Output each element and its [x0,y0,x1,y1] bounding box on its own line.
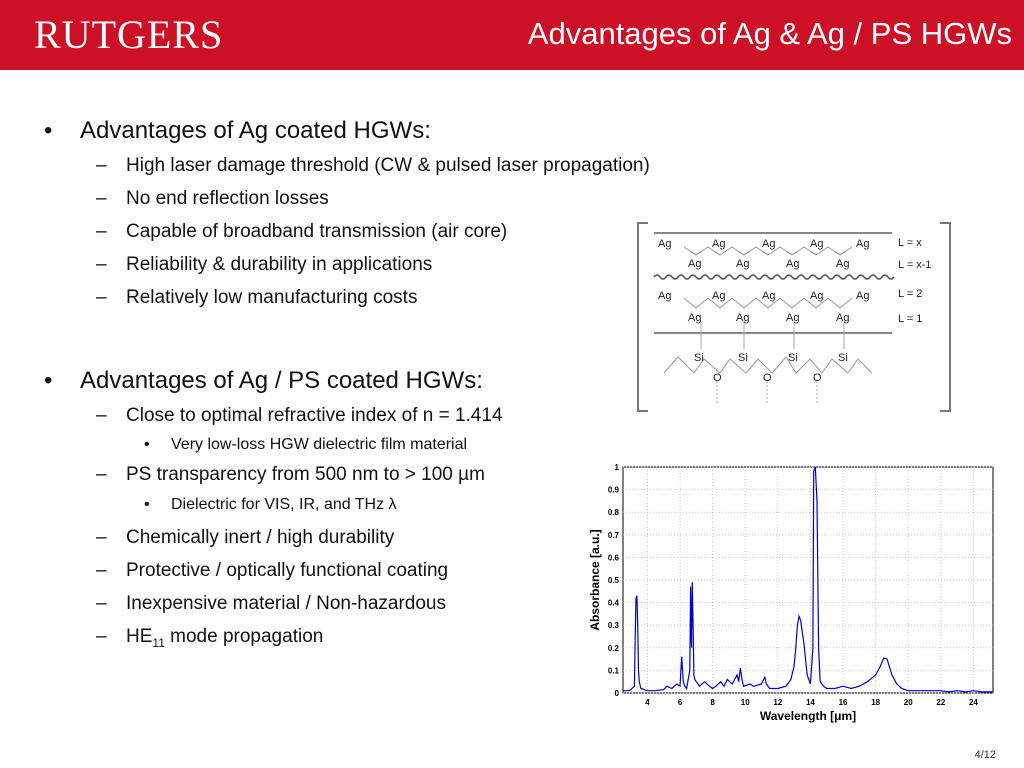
atom-label: Ag [762,238,776,250]
dash-mark: – [96,527,107,548]
dash-mark: – [96,155,107,176]
atom-label: O [763,372,772,384]
layer-label: L = 1 [898,313,923,325]
atom-label: Ag [856,290,870,302]
sub-sub-bullet-text: Dielectric for VIS, IR, and THz λ [171,496,397,513]
atom-label: Ag [856,238,870,250]
he-text: HE [126,626,153,647]
x-tick-label: 10 [740,698,750,707]
atom-label: O [813,372,822,384]
sub-bullet-text: No end reflection losses [126,188,329,209]
x-tick-label: 8 [710,698,715,707]
sub-bullet [96,254,433,276]
dash-mark: – [96,593,107,614]
sub-sub-bullet [144,496,397,514]
sub-sub-bullet-text: Very low-loss HGW dielectric film material [171,436,468,453]
atom-label: Si [694,352,704,364]
x-axis-label: Wavelength [μm] [759,709,857,723]
sub-bullet-text: Relatively low manufacturing costs [126,287,418,308]
dash-mark: – [96,254,107,275]
atom-label: Ag [688,258,702,270]
sub-bullet-text: Protective / optically functional coating [126,560,449,581]
dash-mark: – [96,464,107,485]
x-tick-label: 22 [936,698,946,707]
sub-bullet [96,155,650,177]
x-tick-label: 4 [645,698,650,707]
sub-bullet [96,593,447,615]
atom-label: Ag [712,290,726,302]
y-tick-label: 0.8 [607,508,619,518]
sub-bullet-text: Capable of broadband transmission (air core) [126,221,508,242]
absorbance-chart [585,462,1005,732]
sub-bullet [96,405,503,427]
atom-label: Ag [786,312,800,324]
x-tick-label: 14 [805,698,815,707]
layer-label: L = x [898,237,922,249]
sub-bullet [96,560,449,582]
atom-label: Ag [658,238,672,250]
dash-mark: – [96,560,107,581]
ag-ps-structure-diagram [636,221,952,413]
bullet-ag-heading [44,117,431,145]
sub-bullet-text: Inexpensive material / Non-hazardous [126,593,447,614]
sub-bullet [96,464,485,486]
bullet-text: Advantages of Ag coated HGWs: [80,117,431,144]
y-tick-label: 0.4 [607,598,619,608]
atom-label: Ag [658,290,672,302]
bullet-text: Advantages of Ag / PS coated HGWs: [80,367,483,394]
sub-bullet-text: PS transparency from 500 nm to > 100 µm [126,464,485,485]
y-tick-label: 0 [614,689,619,698]
atom-label: Ag [736,312,750,324]
sub-bullet-text: Chemically inert / high durability [126,527,395,548]
dash-mark: – [96,221,107,242]
x-tick-label: 6 [677,698,683,707]
bullet-mark: • [44,367,53,394]
y-tick-label: 0.2 [607,643,619,653]
x-tick-label: 18 [871,698,881,707]
bullet-mark: • [44,117,53,144]
sub-bullet-text: Reliability & durability in applications [126,254,433,275]
atom-label: Ag [836,258,850,270]
atom-label: O [713,372,722,384]
atom-label: Ag [810,238,824,250]
atom-labels [658,238,869,384]
atom-label: Si [788,352,798,364]
atom-label: Ag [762,290,776,302]
atom-label: Ag [810,290,824,302]
dash-mark: – [96,188,107,209]
layer-index-labels [898,237,932,325]
bullet-agps-heading [44,367,483,395]
wavy-separator [654,275,894,279]
bullet-mark: • [144,436,150,453]
x-tick-label: 12 [773,698,783,707]
atom-label: Si [838,352,848,364]
sub-sub-bullet [144,436,468,454]
y-tick-label: 0.6 [607,553,619,563]
y-tick-label: 0.7 [607,530,619,540]
sub-bullet [96,287,418,309]
sub-bullet [96,527,395,549]
atom-label: Ag [786,258,800,270]
bullet-mark: • [144,496,150,513]
layer-label: L = 2 [898,288,923,300]
sub-bullet-text: High laser damage threshold (CW & pulsed laser propagation) [126,155,650,176]
sub-bullet [96,221,508,243]
atom-label: Ag [736,258,750,270]
atom-label: Ag [836,312,850,324]
he-subscript: 11 [152,635,165,650]
atom-label: Ag [712,238,726,250]
y-tick-label: 0.1 [607,666,619,676]
y-tick-label: 1 [614,463,619,472]
dash-mark: – [96,405,107,426]
y-tick-label: 0.5 [607,576,619,585]
x-tick-labels [645,698,978,707]
dash-mark: – [96,626,107,647]
y-tick-label: 0.3 [607,621,619,631]
slide-title: Advantages of Ag & Ag / PS HGWs [527,16,1012,51]
y-tick-labels [608,463,620,698]
plot-frame [623,467,993,693]
y-tick-label: 0.9 [607,485,619,495]
atom-label: Ag [688,312,702,324]
x-tick-label: 20 [903,698,913,707]
page-number: 4/12 [974,749,996,761]
y-axis-label: Absorbance [a.u.] [588,529,602,631]
sub-bullet [96,188,329,210]
layer-label: L = x-1 [898,259,932,271]
atom-label: Si [738,352,748,364]
mode-text: mode propagation [164,626,324,647]
sub-bullet-he11 [96,626,324,650]
sub-bullet-text: Close to optimal refractive index of n = 1.414 [126,405,503,426]
dash-mark: – [96,287,107,308]
x-tick-label: 24 [968,698,978,707]
rutgers-logo: RUTGERS [34,12,224,57]
x-tick-label: 16 [838,698,848,707]
